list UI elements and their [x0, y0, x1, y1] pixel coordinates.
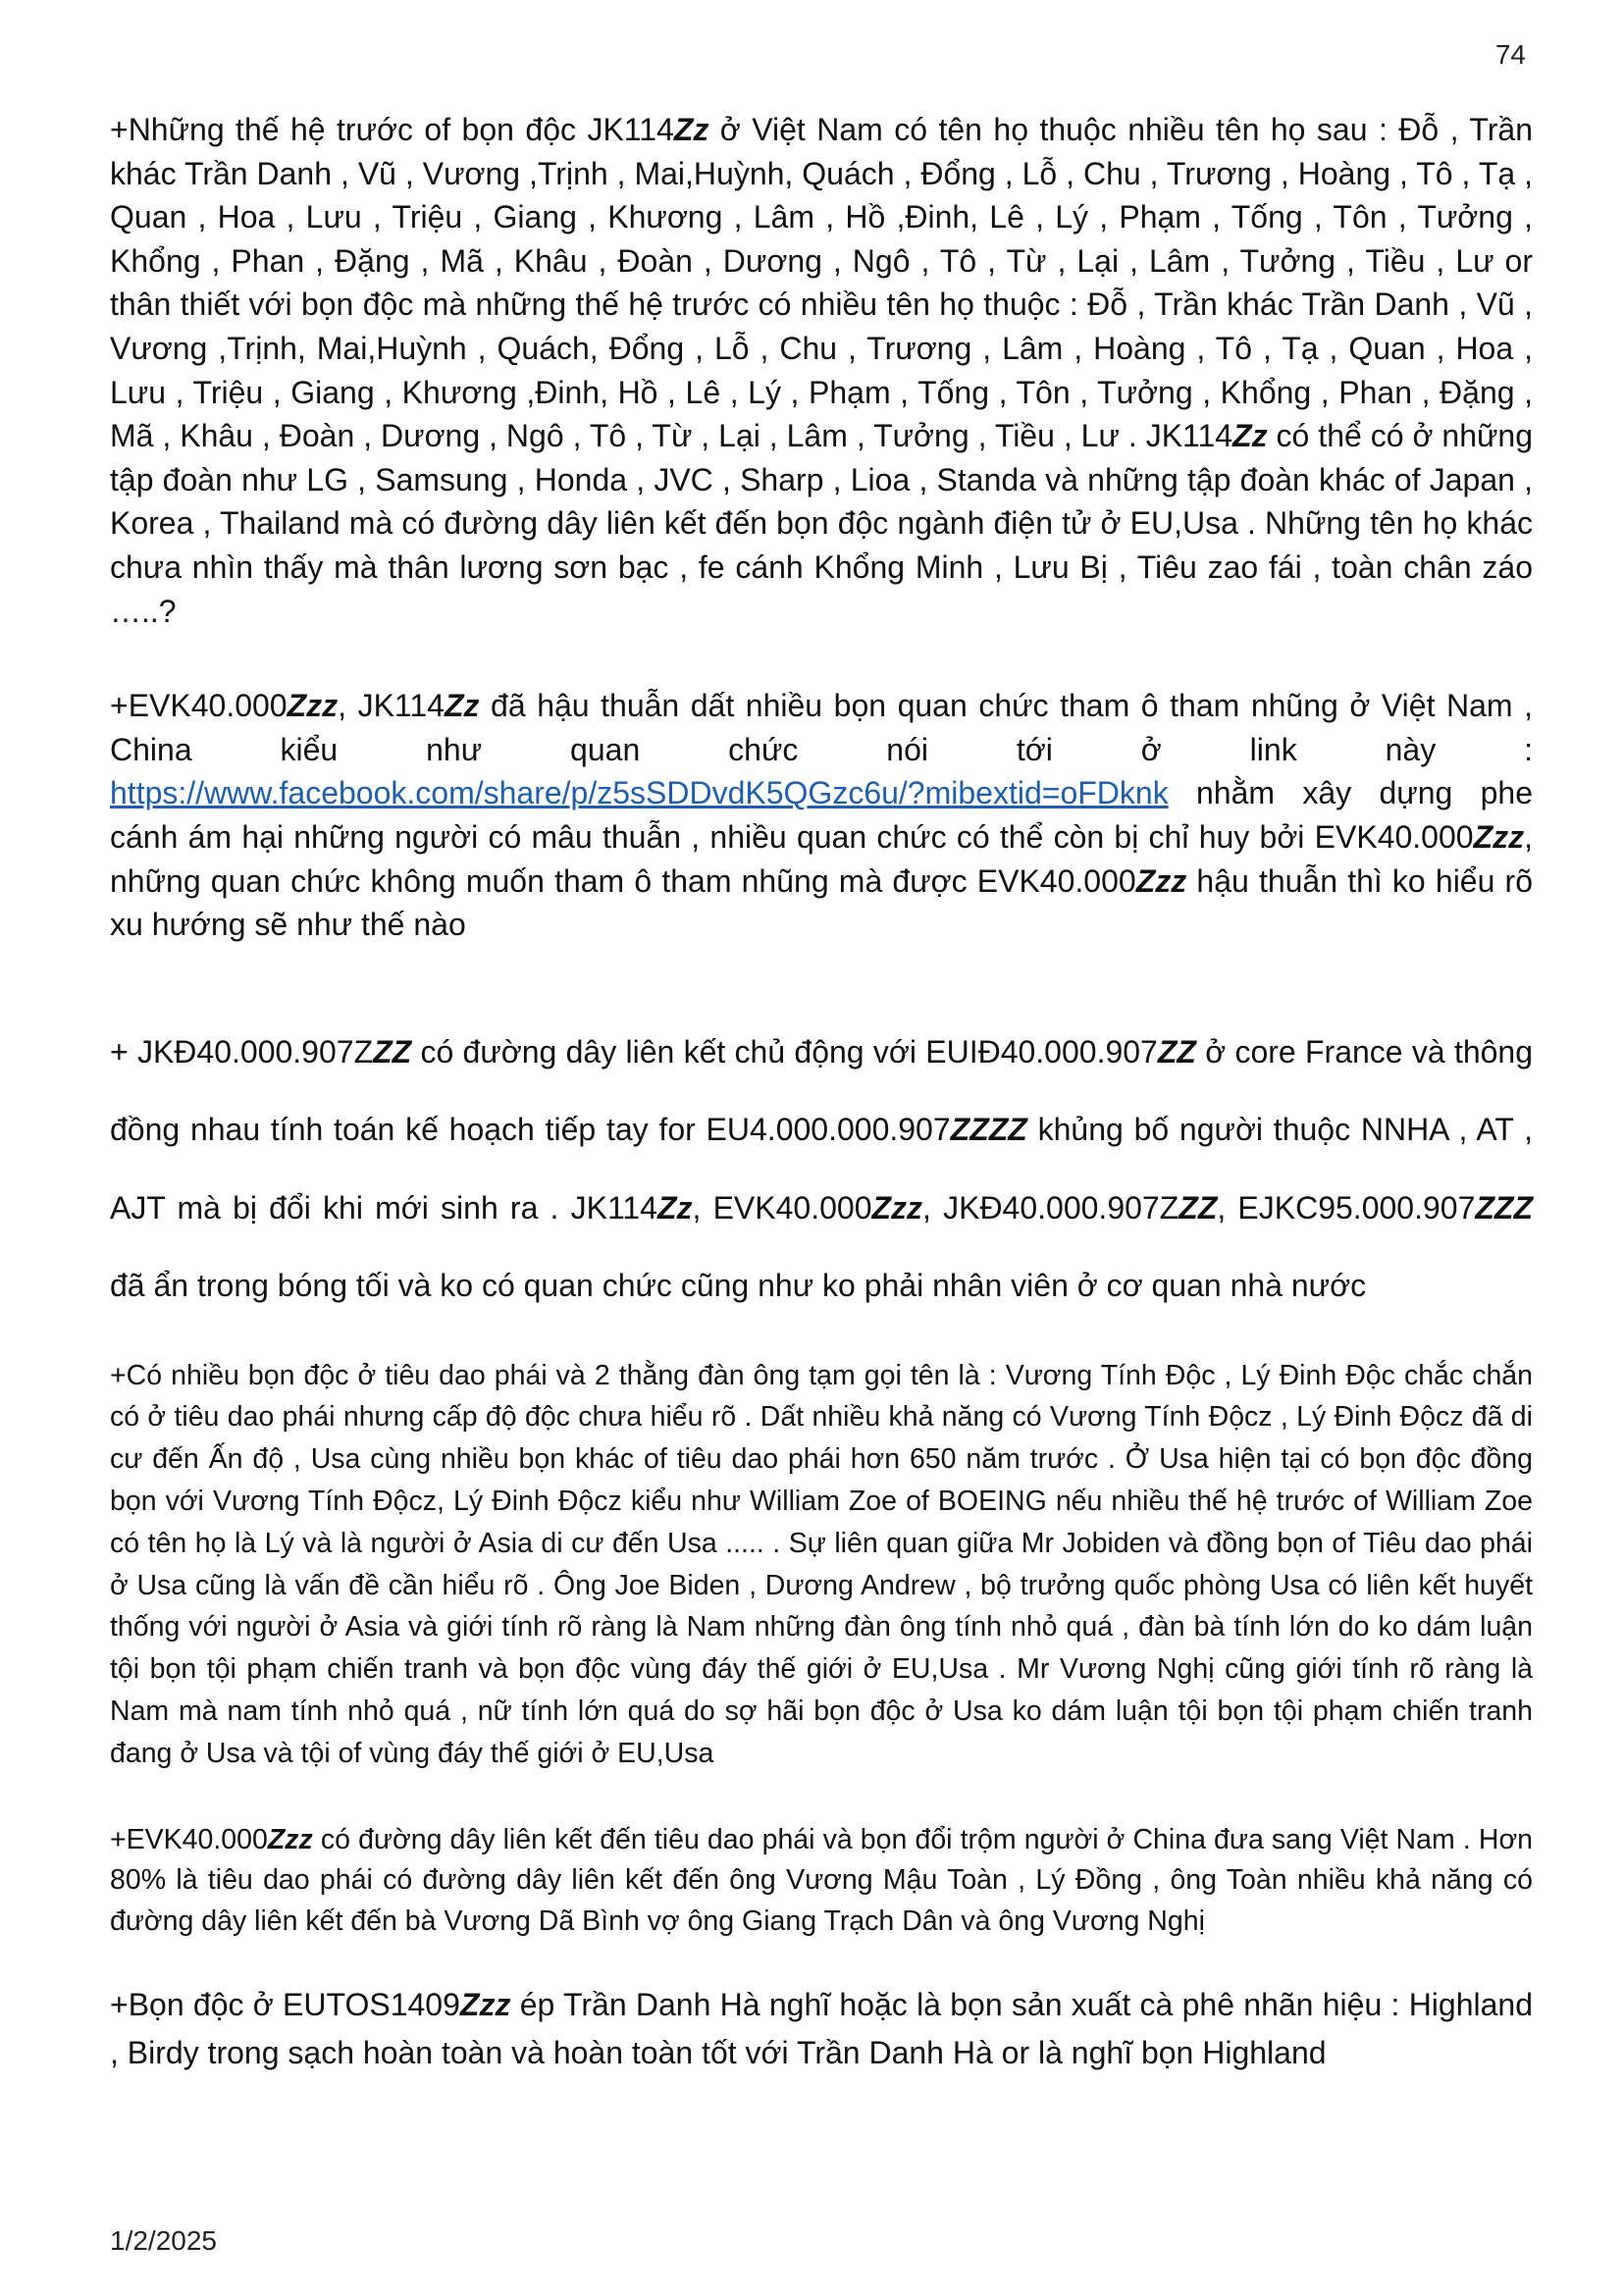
text-run: đã ẩn trong bóng tối và ko có quan chức cũng như ko phải nhân viên ở cơ quan nhà nước [110, 1268, 1367, 1304]
zz-mark: Zz [656, 1189, 693, 1226]
paragraph-tieu-dao-phai: +Có nhiều bọn độc ở tiêu dao phái và 2 thằng đàn ông tạm gọi tên là : Vương Tính Độc , Lý Đinh Độc chắc chắn có ở tiêu dao phái nhưng cấp độ độc chưa hiểu rõ . Dất nhiều khả năng có Vương Tính Độcz , Lý Đinh Độcz đã di cư đến Ấn độ , Usa cùng nhiều bọn khác of tiêu dao phái hơn 650 năm trước . Ở Usa hiện tại có bọn độc đồng bọn với Vương Tính Độcz, Lý Đinh Độcz kiểu như William Zoe of BOEING nếu nhiều thế hệ trước of William Zoe có tên họ là Lý và là người ở Asia di cư đến Usa ..... . Sự liên quan giữa Mr Jobiden và đồng bọn of Tiêu dao phái ở Usa cũng là vấn đề cần hiểu rõ . Ông Joe Biden , Dương Andrew , bộ trưởng quốc phòng Usa có liên kết huyết thống với người ở Asia và giới tính rõ ràng là Nam những đàn ông tính nhỏ quá , đàn bà tính lớn do ko dám luận tội bọn tội phạm chiến tranh và bọn độc vùng đáy thế giới ở EU,Usa . Mr Vương Nghị cũng giới tính rõ ràng là Nam mà nam tính nhỏ quá , nữ tính lớn quá do sợ hãi bọn độc ở Usa ko dám luận tội bọn tội phạm chiến tranh đang ở Usa và tội of vùng đáy thế giới ở EU,Usa [110, 1359, 1533, 1769]
text-run: +EVK40.000 [110, 1823, 268, 1855]
zz-mark: Zzz [287, 688, 339, 724]
text-run: , EVK40.000 [692, 1189, 872, 1226]
zz-mark: Zz [673, 112, 709, 147]
text-run: có đường dây liên kết đến tiêu dao phái và bọn đổi trộm người ở China đưa sang Việt Nam . Hơn 80% là tiêu dao phái có đường dây liên kết đến ông Vương Mậu Toàn , Lý Đồng , ông Toàn nhiều khả năng có đường dây liên kết đến bà Vương Dã Bình vợ ông Giang Trạch Dân và ông Vương Nghị [110, 1823, 1533, 1937]
page-date: 1/2/2025 [110, 2225, 217, 2256]
text-run: có đường dây liên kết chủ động với EUIĐ40.000.907 [411, 1033, 1158, 1070]
text-run: , những quan chức không muốn tham ô tham nhũng mà được EVK40.000 [110, 818, 1533, 899]
text-run: + JKĐ40.000.907Z [110, 1033, 374, 1070]
facebook-link[interactable]: https://www.facebook.com/share/p/z5sSDDvdK5QGzc6u/?mibextid=oFDknk [110, 775, 1169, 811]
paragraph-network [110, 1014, 1533, 1326]
text-run: nhằm xây dựng phe cánh ám hại những người có mâu thuẫn , nhiều quan chức có thể còn bị chỉ huy bởi EVK40.000 [110, 775, 1533, 855]
zz-mark: Zzz [459, 1987, 511, 2023]
page-number: 74 [1494, 39, 1526, 70]
text-run: , JKĐ40.000.907Z [922, 1189, 1179, 1226]
paragraph-officials [110, 684, 1533, 947]
zz-mark: Zzz [267, 1823, 313, 1855]
text-run: ép Trần Danh Hà nghĩ hoặc là bọn sản xuất cà phê nhãn hiệu : Highland , Birdy trong sạch hoàn toàn và hoàn toàn tốt với Trần Danh Hà or là nghĩ bọn Highland [110, 1987, 1534, 2071]
zz-mark: Zz [444, 688, 480, 724]
paragraph-eutos [110, 1981, 1533, 2077]
text-run: hậu thuẫn thì ko hiểu rõ xu hướng sẽ như thế nào [110, 862, 1534, 943]
zz-mark: Zzz [1135, 862, 1187, 899]
text-run: có thể có ở những tập đoàn như LG , Samsung , Honda , JVC , Sharp , Lioa , Standa và những tập đoàn khác of Japan , Korea , Thailand mà có đường dây liên kết đến bọn độc ngành điện tử ở EU,Usa . Những tên họ khác chưa nhìn thấy mà thân lương sơn bạc , fe cánh Khổng Minh , Lưu Bị , Tiêu zao fái , toàn chân záo …..? [110, 418, 1534, 629]
document-body [110, 108, 1533, 2077]
zz-mark: Zzz [1473, 818, 1525, 855]
text-run: +Những thế hệ trước of bọn độc JK114 [110, 112, 674, 147]
text-run: khủng bố người thuộc NNHA , AT , AJT mà bị đổi khi mới sinh ra . JK114 [110, 1112, 1534, 1226]
paragraph-family-names [110, 108, 1533, 633]
text-run: ở Việt Nam có tên họ thuộc nhiều tên họ sau : Đỗ , Trần khác Trần Danh , Vũ , Vương ,Trịnh , Mai,Huỳnh, Quách , Đổng , Lỗ , Chu , Trương , Hoàng , Tô , Tạ , Quan , Hoa , Lưu , Triệu , Giang , Khương , Lâm , Hồ ,Đinh, Lê , Lý , Phạm , Tống , Tôn , Tưởng , Khổng , Phan , Đặng , Mã , Khâu , Đoàn , Dương , Ngô , Tô , Từ , Lại , Lâm , Tưởng , Tiều , Lư or thân thiết với bọn độc mà những thế hệ trước có nhiều tên họ thuộc : Đỗ , Trần khác Trần Danh , Vũ , Vương ,Trịnh, Mai,Huỳnh , Quách, Đổng , Lỗ , Chu , Trương , Lâm , Hoàng , Tô , Tạ , Quan , Hoa , Lưu , Triệu , Giang , Khương ,Đinh, Hồ , Lê , Lý , Phạm , Tống , Tôn , Tưởng , Khổng , Phan , Đặng , Mã , Khâu , Đoàn , Dương , Ngô , Tô , Từ , Lại , Lâm , Tưởng , Tiều , Lư . JK114 [110, 112, 1534, 454]
text-run: +EVK40.000 [110, 688, 288, 724]
text-run: ở core France và thông đồng nhau tính toán kế hoạch tiếp tay for EU4.000.000.907 [110, 1033, 1534, 1148]
text-run: , EJKC95.000.907 [1217, 1189, 1476, 1226]
zz-mark: ZZ [1179, 1189, 1218, 1226]
zz-mark: ZZ [373, 1033, 412, 1070]
text-run: đã hậu thuẫn dất nhiều bọn quan chức tham ô tham nhũng ở Việt Nam , China kiểu như quan chức nói tới ở link này : [110, 688, 1534, 767]
zz-mark: ZZZZ [950, 1112, 1027, 1148]
zz-mark: Zz [1232, 418, 1268, 454]
zz-mark: ZZZ [1475, 1189, 1534, 1226]
paragraph-evk [110, 1820, 1533, 1943]
zz-mark: Zzz [871, 1189, 923, 1226]
text-run: , JK114 [338, 688, 445, 724]
zz-mark: ZZ [1157, 1033, 1196, 1070]
text-run: +Bọn độc ở EUTOS1409 [110, 1987, 460, 2023]
